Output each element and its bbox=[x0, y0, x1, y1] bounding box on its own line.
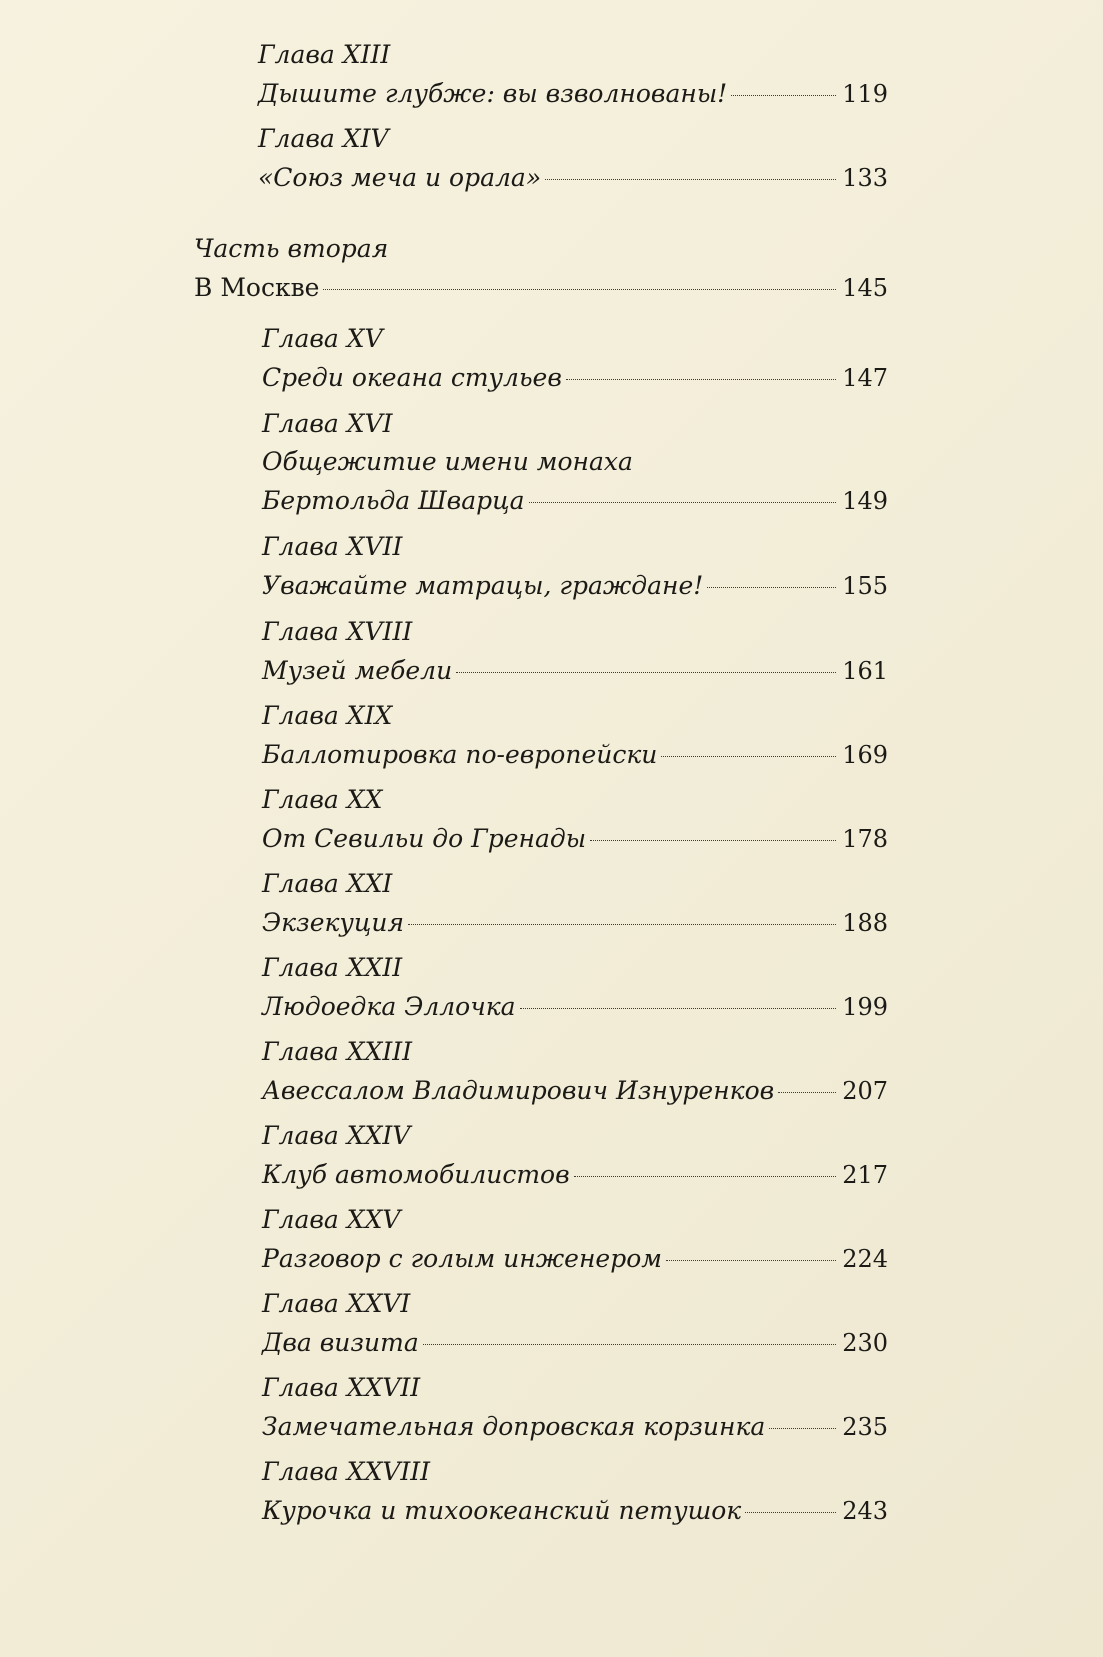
chapter-title: Уважайте матрацы, граждане! bbox=[262, 571, 704, 600]
toc-line bbox=[262, 1491, 888, 1531]
chapter-label: Глава XVII bbox=[262, 532, 403, 561]
chapter-label: Глава XXVII bbox=[262, 1373, 421, 1402]
page-number: 230 bbox=[842, 1329, 888, 1357]
dot-leader bbox=[408, 924, 836, 925]
chapter-title: Бертольда Шварца bbox=[262, 486, 525, 515]
toc-entry[interactable] bbox=[262, 1369, 888, 1447]
toc-entry[interactable] bbox=[258, 120, 888, 198]
chapter-label: Глава XXVIII bbox=[262, 1457, 431, 1486]
chapter-label: Глава XXIII bbox=[262, 1037, 412, 1066]
toc-line bbox=[262, 819, 888, 859]
dot-leader bbox=[666, 1260, 836, 1261]
chapter-label: Глава XIV bbox=[258, 124, 389, 153]
page-number: 119 bbox=[842, 80, 888, 108]
chapter-label: Глава XXI bbox=[262, 869, 393, 898]
chapter-title: Среди океана стульев bbox=[262, 363, 562, 392]
toc-entry[interactable] bbox=[262, 865, 888, 943]
toc-entry[interactable] bbox=[262, 320, 888, 398]
chapter-title-line1: Общежитие имени монаха bbox=[262, 447, 633, 476]
chapter-title: Авессалом Владимирович Изнуренков bbox=[262, 1076, 775, 1105]
chapter-label: Глава XIX bbox=[262, 701, 393, 730]
page-number: 147 bbox=[842, 364, 888, 392]
dot-leader bbox=[769, 1428, 836, 1429]
chapter-label: Глава XVIII bbox=[262, 617, 413, 646]
dot-leader bbox=[778, 1092, 836, 1093]
toc-entry[interactable] bbox=[258, 36, 888, 114]
toc-line bbox=[262, 566, 888, 606]
dot-leader bbox=[745, 1512, 836, 1513]
toc-entry[interactable] bbox=[262, 1033, 888, 1111]
toc-line bbox=[262, 987, 888, 1027]
chapter-title: От Севильи до Гренады bbox=[262, 824, 587, 853]
chapter-title: Людоедка Эллочка bbox=[262, 992, 516, 1021]
toc-line bbox=[258, 74, 888, 114]
page-number: 133 bbox=[842, 164, 888, 192]
toc-entry[interactable] bbox=[262, 1285, 888, 1363]
toc-line bbox=[262, 735, 888, 775]
page-number: 155 bbox=[842, 572, 888, 600]
page-number: 188 bbox=[842, 909, 888, 937]
toc-entry[interactable] bbox=[262, 697, 888, 775]
toc-line bbox=[262, 1071, 888, 1111]
toc-line bbox=[262, 903, 888, 943]
chapter-title: Два визита bbox=[262, 1328, 419, 1357]
chapter-label: Глава XVI bbox=[262, 409, 393, 438]
chapter-label: Глава XXVI bbox=[262, 1289, 411, 1318]
page-number: 235 bbox=[842, 1413, 888, 1441]
dot-leader bbox=[731, 95, 836, 96]
chapter-title: Курочка и тихоокеанский петушок bbox=[262, 1496, 742, 1525]
toc-line bbox=[262, 1239, 888, 1279]
chapter-title: Клуб автомобилистов bbox=[262, 1160, 570, 1189]
chapter-title: Дышите глубже: вы взволнованы! bbox=[258, 79, 728, 108]
page-number: 161 bbox=[842, 657, 888, 685]
toc-entry[interactable] bbox=[262, 1201, 888, 1279]
page-number: 149 bbox=[842, 487, 888, 515]
chapter-title: Экзекуция bbox=[262, 908, 405, 937]
dot-leader bbox=[566, 379, 836, 380]
chapter-title: Разговор с голым инженером bbox=[262, 1244, 663, 1273]
toc-line bbox=[258, 158, 888, 198]
toc-line bbox=[262, 358, 888, 398]
chapter-label: Глава XXIV bbox=[262, 1121, 411, 1150]
toc-entry[interactable] bbox=[262, 405, 888, 521]
chapter-title: Музей мебели bbox=[262, 656, 453, 685]
toc-entry[interactable] bbox=[262, 1117, 888, 1195]
chapter-title: Замечательная допровская корзинка bbox=[262, 1412, 766, 1441]
chapter-title: «Союз меча и орала» bbox=[258, 163, 542, 192]
dot-leader bbox=[661, 756, 836, 757]
part-entry[interactable] bbox=[194, 230, 888, 308]
dot-leader bbox=[423, 1344, 836, 1345]
chapter-label: Глава XIII bbox=[258, 40, 391, 69]
page-number: 145 bbox=[842, 274, 888, 302]
toc-entry[interactable] bbox=[262, 1453, 888, 1531]
page-number: 199 bbox=[842, 993, 888, 1021]
part-label: Часть вторая bbox=[194, 234, 389, 263]
toc-entry[interactable] bbox=[262, 949, 888, 1027]
dot-leader bbox=[545, 179, 836, 180]
dot-leader bbox=[520, 1008, 837, 1009]
page-number: 178 bbox=[842, 825, 888, 853]
chapter-label: Глава XV bbox=[262, 324, 383, 353]
toc-line bbox=[262, 481, 888, 521]
toc-line bbox=[194, 268, 888, 308]
page-number: 243 bbox=[842, 1497, 888, 1525]
chapter-label: Глава XXV bbox=[262, 1205, 401, 1234]
toc-line bbox=[262, 1407, 888, 1447]
toc-line bbox=[262, 1155, 888, 1195]
toc-entry[interactable] bbox=[262, 528, 888, 606]
page-number: 169 bbox=[842, 741, 888, 769]
dot-leader bbox=[707, 587, 836, 588]
page-number: 224 bbox=[842, 1245, 888, 1273]
toc-entry[interactable] bbox=[262, 613, 888, 691]
dot-leader bbox=[323, 289, 836, 290]
dot-leader bbox=[574, 1176, 837, 1177]
part-title: В Москве bbox=[194, 273, 320, 302]
dot-leader bbox=[590, 840, 836, 841]
toc-line bbox=[262, 651, 888, 691]
toc-line bbox=[262, 1323, 888, 1363]
chapter-title: Баллотировка по-европейски bbox=[262, 740, 658, 769]
chapter-label: Глава XXII bbox=[262, 953, 403, 982]
dot-leader bbox=[529, 502, 837, 503]
chapter-label: Глава XX bbox=[262, 785, 383, 814]
toc-entry[interactable] bbox=[262, 781, 888, 859]
page-number: 217 bbox=[842, 1161, 888, 1189]
dot-leader bbox=[456, 672, 836, 673]
page-number: 207 bbox=[842, 1077, 888, 1105]
